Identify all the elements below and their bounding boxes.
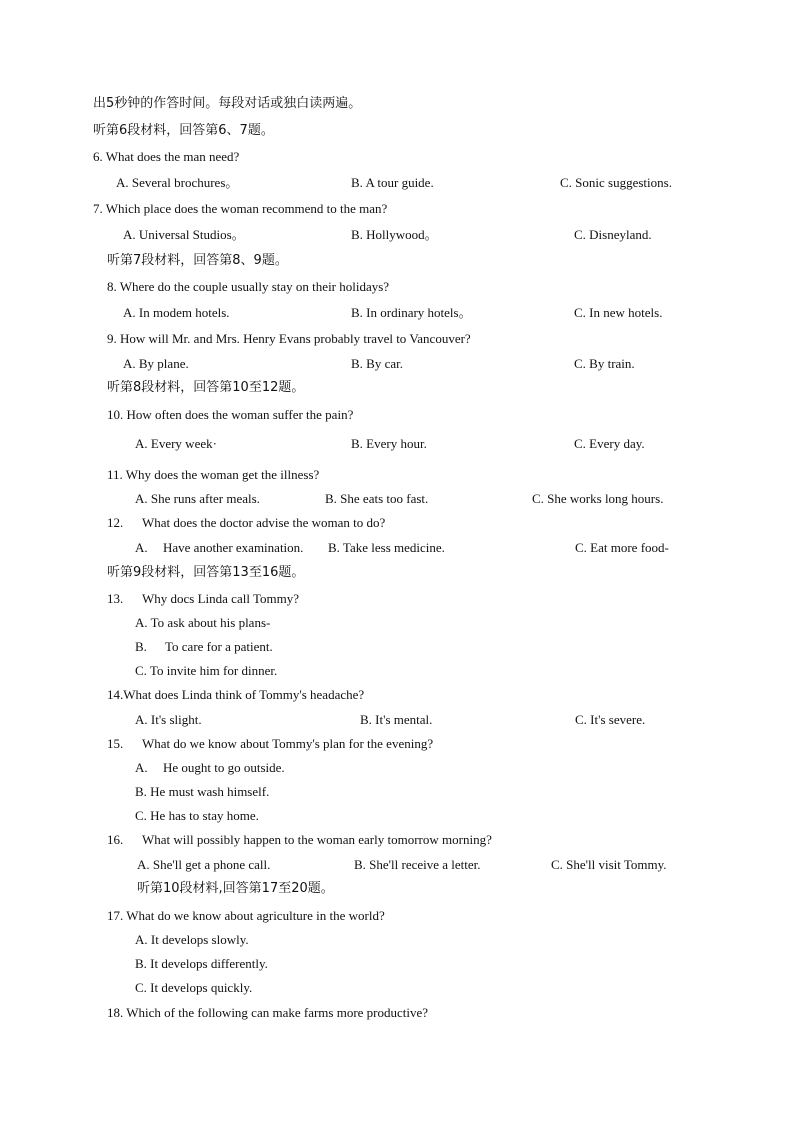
question-stem: 18. Which of the following can make farms more productive? [107, 1005, 429, 1020]
question-stem: 9. How will Mr. and Mrs. Henry Evans probably travel to Vancouver? [107, 331, 471, 346]
instruction-text: 出5秒钟的作答时间。每段对话或独白读两遍。 [93, 96, 362, 111]
option-a: Have another examination. [163, 540, 304, 555]
question-stem: 10. How often does the woman suffer the pain? [107, 407, 354, 422]
option-b: B. Every hour. [351, 436, 427, 451]
option-b: B. In ordinary hotels。 [351, 305, 472, 320]
option-a: A. Universal Studios。 [123, 227, 245, 242]
section-heading: 听第6段材料，回答第6、7题。 [93, 123, 274, 138]
option-b: B. It's mental. [360, 712, 433, 727]
option-c: C. He has to stay home. [135, 808, 259, 823]
option-c: C. To invite him for dinner. [135, 663, 278, 678]
option-c: C. It develops quickly. [135, 980, 253, 995]
question-number: 15. [107, 736, 124, 751]
option-b: B. Take less medicine. [328, 540, 445, 555]
option-c: C. Eat more food- [575, 540, 669, 555]
option-c: C. It's severe. [575, 712, 646, 727]
question-stem: What will possibly happen to the woman early tomorrow morning? [142, 832, 492, 847]
question-stem: 8. Where do the couple usually stay on their holidays? [107, 279, 390, 294]
option-b: To care for a patient. [165, 639, 273, 654]
option-a: A. Every week· [135, 436, 217, 451]
question-stem: What do we know about Tommy's plan for the evening? [142, 736, 434, 751]
section-heading: 听第9段材料，回答第13至16题。 [107, 565, 305, 580]
option-b: B. Hollywood。 [351, 227, 438, 242]
option-c: C. She'll visit Tommy. [551, 857, 667, 872]
question-stem: 6. What does the man need? [93, 149, 240, 164]
option-c: C. Sonic suggestions. [560, 175, 672, 190]
question-stem: What does the doctor advise the woman to do? [142, 515, 386, 530]
option-c: C. By train. [574, 356, 635, 371]
option-a: A. It's slight. [135, 712, 202, 727]
option-a: He ought to go outside. [163, 760, 285, 775]
option-a: A. By plane. [123, 356, 189, 371]
question-stem: 7. Which place does the woman recommend to the man? [93, 201, 388, 216]
option-c: C. Every day. [574, 436, 645, 451]
option-b: B. She'll receive a letter. [354, 857, 481, 872]
section-heading: 听第10段材料,回答第17至20题。 [137, 881, 334, 896]
question-stem: 14.What does Linda think of Tommy's headache? [107, 687, 365, 702]
option-a: A. In modem hotels. [123, 305, 230, 320]
option-a-letter: A. [135, 760, 148, 775]
question-stem: 11. Why does the woman get the illness? [107, 467, 320, 482]
option-b: B. She eats too fast. [325, 491, 429, 506]
option-b: B. It develops differently. [135, 956, 268, 971]
question-stem: Why docs Linda call Tommy? [142, 591, 299, 606]
section-heading: 听第8段材料，回答第10至12题。 [107, 380, 305, 395]
option-c: C. In new hotels. [574, 305, 663, 320]
option-a: A. It develops slowly. [135, 932, 249, 947]
question-number: 12. [107, 515, 124, 530]
option-b: B. A tour guide. [351, 175, 434, 190]
option-b-letter: B. [135, 639, 147, 654]
question-stem: 17. What do we know about agriculture in the world? [107, 908, 385, 923]
question-number: 13. [107, 591, 124, 606]
option-b: B. He must wash himself. [135, 784, 270, 799]
section-heading: 听第7段材料，回答第8、9题。 [107, 253, 288, 268]
option-a: A. Several brochures。 [116, 175, 239, 190]
option-a-letter: A. [135, 540, 148, 555]
option-b: B. By car. [351, 356, 403, 371]
option-a: A. She runs after meals. [135, 491, 260, 506]
option-c: C. Disneyland. [574, 227, 652, 242]
option-a: A. She'll get a phone call. [137, 857, 271, 872]
question-number: 16. [107, 832, 124, 847]
option-a: A. To ask about his plans- [135, 615, 271, 630]
option-c: C. She works long hours. [532, 491, 664, 506]
